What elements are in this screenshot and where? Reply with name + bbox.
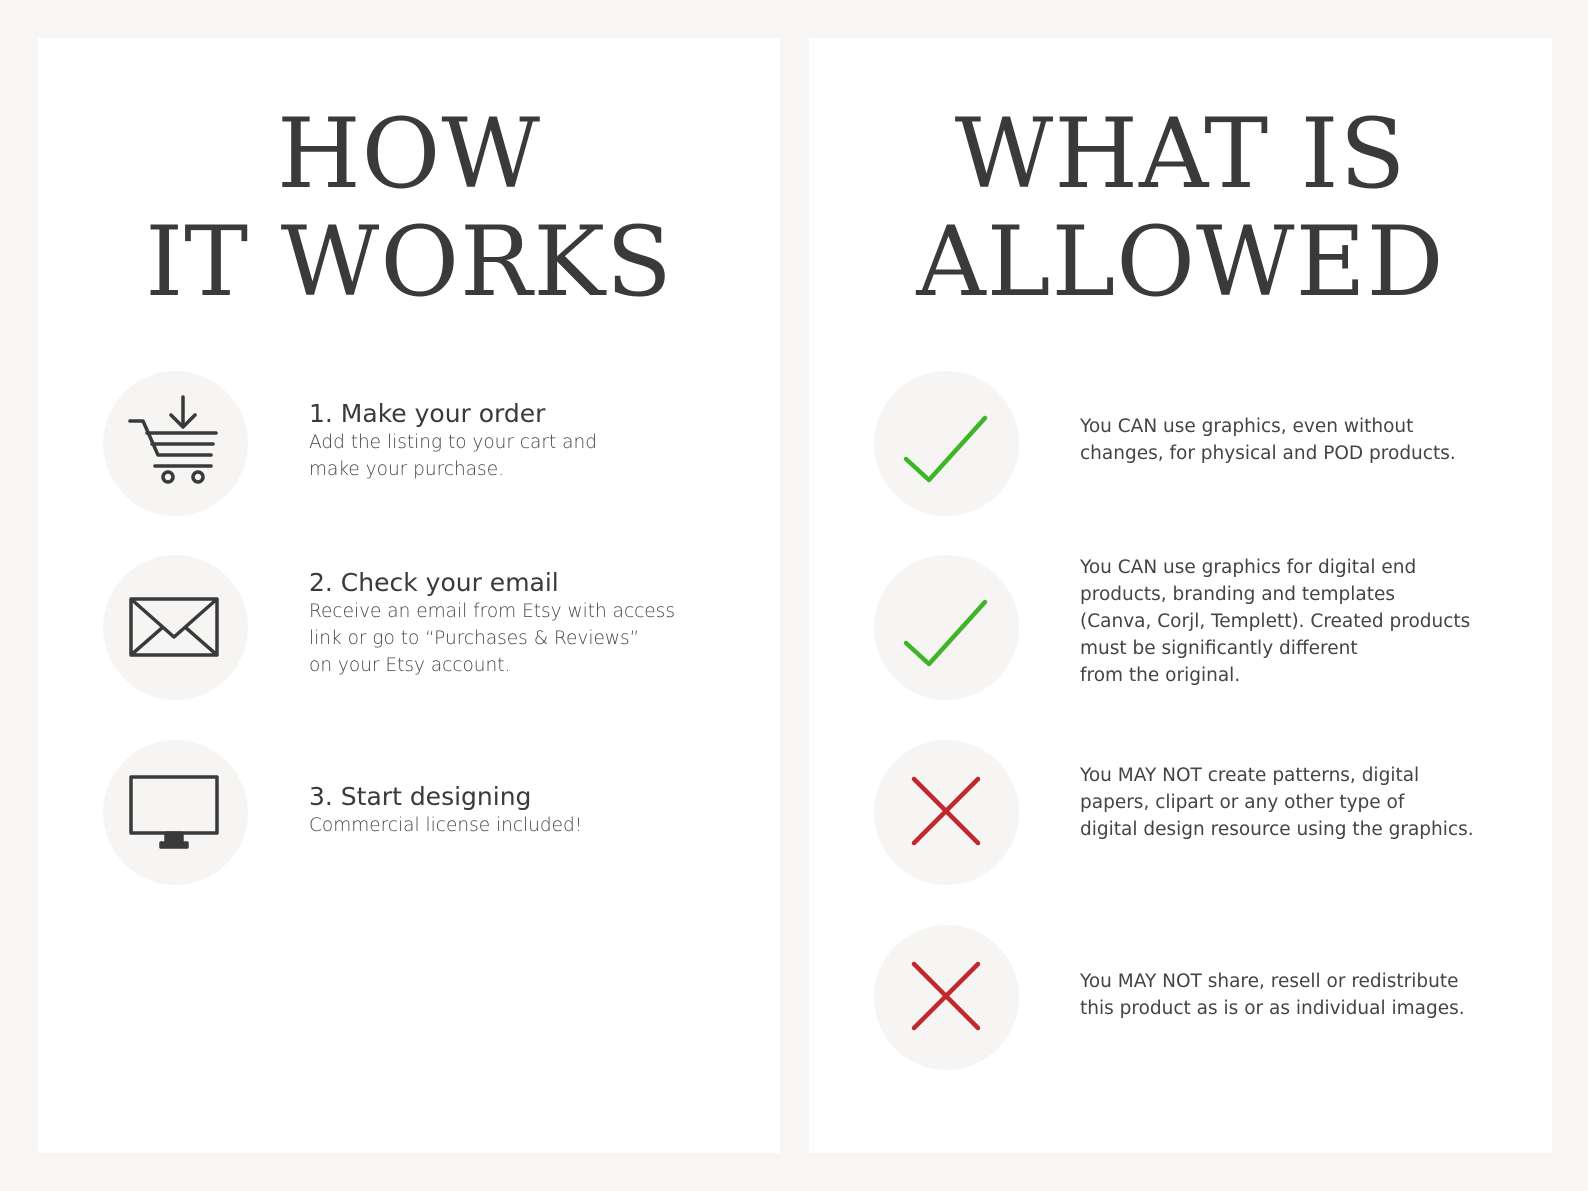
title-line: ALLOWED [916,206,1445,318]
rule-line: products, branding and templates [1080,584,1396,605]
desc-line: on your Etsy account. [309,655,511,676]
rule-line: changes, for physical and POD products. [1080,443,1456,464]
desc-line: link or go to “Purchases & Reviews” [309,628,640,649]
shopping-cart-icon [103,371,248,516]
title-line: IT WORKS [145,206,673,318]
checkmark-icon [874,371,1019,516]
envelope-icon [103,555,248,700]
rule-line: papers, clipart or any other type of [1080,792,1405,813]
what-is-allowed-title [809,100,1552,316]
step-make-order [309,399,749,483]
step-description [309,812,749,839]
rule-line: You MAY NOT share, resell or redistribute [1080,971,1459,992]
rule-line: must be significantly different [1080,638,1358,659]
rule-no-resell [1080,968,1540,1022]
rule-line: You CAN use graphics, even without [1080,416,1414,437]
rule-line: from the original. [1080,665,1241,686]
how-it-works-title [38,100,780,316]
desc-line: Commercial license included! [309,815,583,836]
step-description [309,598,749,679]
rule-line: (Canva, Corjl, Templett). Created products [1080,611,1471,632]
cross-icon [874,925,1019,1070]
title-line: HOW [276,98,542,210]
desc-line: make your purchase. [309,459,504,480]
step-title: 1. Make your order [309,399,546,428]
step-title: 2. Check your email [309,568,559,597]
step-start-designing [309,782,749,839]
rule-digital-end-products [1080,554,1540,689]
rule-line: You CAN use graphics for digital end [1080,557,1417,578]
rule-line: this product as is or as individual images. [1080,998,1465,1019]
desc-line: Add the listing to your cart and [309,432,597,453]
cross-icon [874,740,1019,885]
desc-line: Receive an email from Etsy with access [309,601,675,622]
rule-no-resources [1080,762,1540,843]
rule-line: You MAY NOT create patterns, digital [1080,765,1420,786]
rule-line: digital design resource using the graphics. [1080,819,1474,840]
what-is-allowed-panel [809,38,1552,1153]
step-check-email [309,568,749,679]
monitor-icon [103,740,248,885]
step-description [309,429,749,483]
rule-physical-pod [1080,413,1540,467]
how-it-works-panel [38,38,780,1153]
checkmark-icon [874,555,1019,700]
title-line: WHAT IS [954,98,1407,210]
step-title: 3. Start designing [309,782,532,811]
